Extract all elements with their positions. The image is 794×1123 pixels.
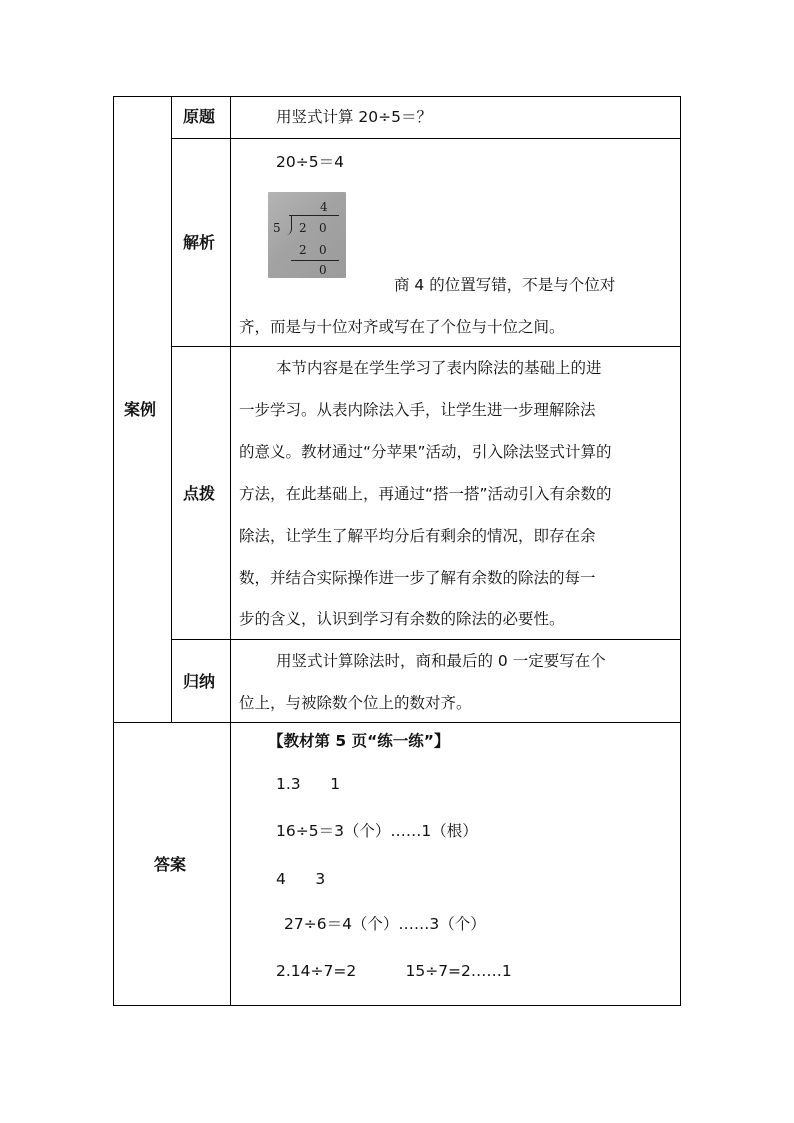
guidance-line-4: 方法，在此基础上，再通过“搭一搭”活动引入有余数的	[239, 485, 612, 503]
case-label: 案例	[124, 400, 157, 419]
guidance-line-6: 数，并结合实际操作进一步了解有余数的除法的每一	[239, 569, 596, 587]
row-label-analysis: 解析	[183, 233, 216, 252]
answer-line-4: 4 3	[276, 870, 326, 888]
guidance-line-5: 除法，让学生了解平均分后有剩余的情况，即存在余	[239, 527, 596, 545]
table-left-border	[113, 96, 114, 1006]
row-divider-3	[171, 639, 681, 640]
photo-remainder: 0	[319, 263, 327, 277]
photo-dividend-tens: 2	[299, 221, 307, 235]
answer-line-2: 1.3 1	[276, 775, 341, 793]
guidance-line-7: 步的含义，认识到学习有余数的除法的必要性。	[239, 610, 565, 628]
row-label-guidance: 点拨	[183, 484, 216, 503]
summary-line-2: 位上，与被除数个位上的数对齐。	[239, 694, 472, 712]
case-answer-divider	[113, 722, 681, 723]
photo-product-tens: 2	[299, 243, 307, 257]
guidance-line-3: 的意义。教材通过“分苹果”活动，引入除法竖式计算的	[239, 443, 612, 461]
guidance-line-2: 一步学习。从表内除法入手，让学生进一步理解除法	[239, 401, 596, 419]
photo-quotient: 4	[320, 200, 328, 214]
photo-dividend-ones: 0	[319, 221, 327, 235]
answer-line-1: 【教材第 5 页“练一练”】	[268, 732, 450, 750]
answer-line-3: 16÷5＝3（个）……1（根）	[276, 822, 478, 840]
row-divider-1	[171, 138, 681, 139]
case-label-divider	[171, 96, 172, 723]
table-top-border	[113, 96, 681, 97]
summary-line-1: 用竖式计算除法时，商和最后的 0 一定要写在个	[276, 652, 606, 670]
content-column-divider	[230, 96, 231, 1006]
answer-label: 答案	[154, 855, 187, 874]
row-divider-2	[171, 346, 681, 347]
original-problem-text: 用竖式计算 20÷5＝？	[276, 108, 432, 126]
photo-product-ones: 0	[319, 243, 327, 257]
guidance-line-1: 本节内容是在学生学习了表内除法的基础上的进	[276, 359, 602, 377]
answer-line-5: 27÷6＝4（个）……3（个）	[284, 915, 486, 933]
table-bottom-border	[113, 1005, 681, 1006]
analysis-line-1: 商 4 的位置写错，不是与个位对	[394, 276, 616, 294]
analysis-equation: 20÷5＝4	[276, 153, 344, 171]
analysis-line-2: 齐，而是与十位对齐或写在了个位与十位之间。	[239, 318, 565, 336]
photo-divisor: 5	[273, 221, 281, 235]
table-right-border	[680, 96, 681, 1006]
row-label-summary: 归纳	[183, 672, 216, 691]
long-division-photo	[268, 192, 346, 278]
row-label-original-problem: 原题	[183, 107, 216, 126]
answer-line-6: 2.14÷7=2 15÷7=2……1	[276, 962, 512, 980]
